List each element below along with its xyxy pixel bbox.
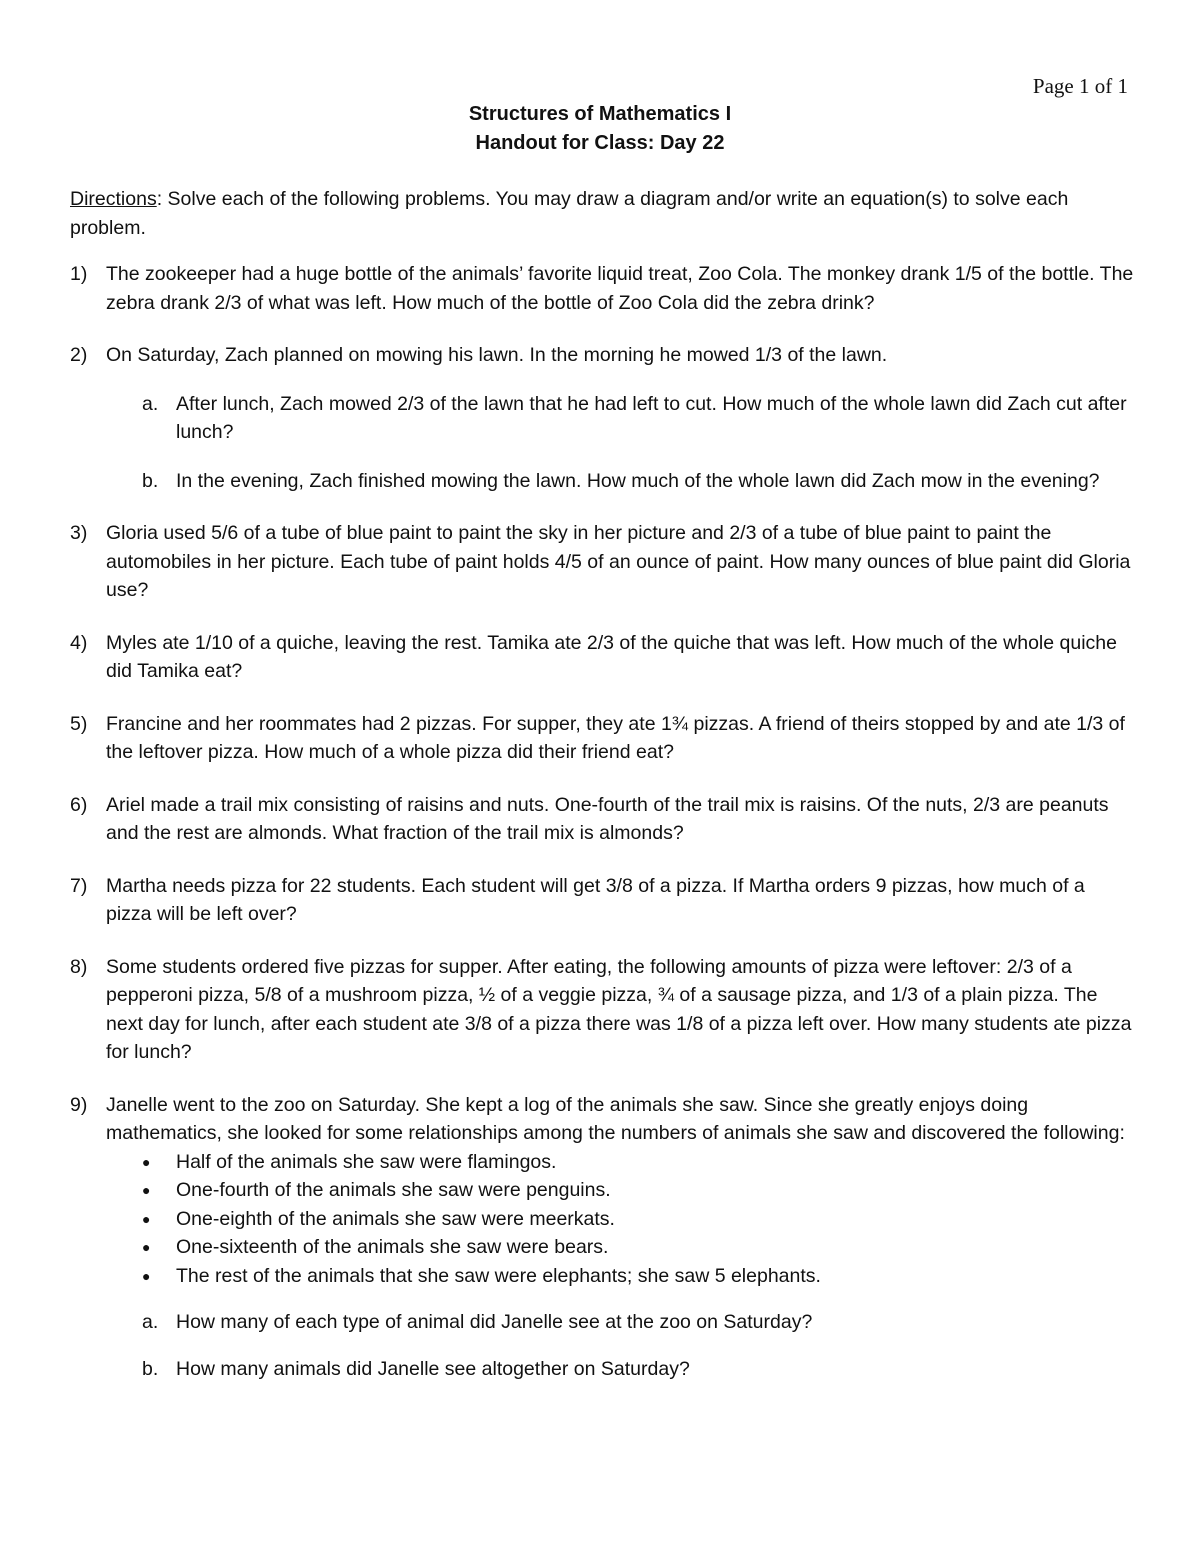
problem-text: The zookeeper had a huge bottle of the animals’ favorite liquid treat, Zoo Cola. The monkey drank 1/5 of the bottle. The zebra drank 2/3 of what was left. How much of the bottle of Zoo Cola did the zebra drink? (106, 263, 1134, 314)
bullet-icon: ● (142, 1182, 151, 1198)
subproblem-label: a. (142, 1311, 159, 1333)
problem-text: Francine and her roommates had 2 pizzas. For supper, they ate 1¾ pizzas. A friend of theirs stopped by and ate 1/3 of the leftover pizza. How much of a whole pizza did their friend eat? (106, 712, 1125, 763)
subproblem-text: How many of each type of animal did Janelle see at the zoo on Saturday? (176, 1311, 813, 1333)
problem-number: 8) (70, 955, 88, 978)
subproblem-text: How many animals did Janelle see altogether on Saturday? (176, 1357, 690, 1380)
list-item-text: One-sixteenth of the animals she saw were bears. (176, 1236, 609, 1258)
problem-8 (70, 953, 1135, 1067)
problem-number: 3) (70, 522, 88, 544)
list-item-text: Half of the animals she saw were flamingos. (176, 1150, 557, 1173)
document-heading (0, 100, 1200, 158)
subproblem-2a (70, 390, 1135, 447)
problem-text: On Saturday, Zach planned on mowing his lawn. In the morning he mowed 1/3 of the lawn. (106, 344, 888, 366)
problem-number: 5) (70, 712, 88, 735)
page-number: Page 1 of 1 (1032, 74, 1128, 98)
list-item (106, 1148, 1135, 1177)
bullet-list (106, 1148, 1135, 1291)
problem-2 (70, 341, 1135, 495)
list-item (106, 1233, 1135, 1262)
problem-number: 2) (70, 344, 88, 366)
problem-number: 7) (70, 874, 88, 897)
list-item-text: One-fourth of the animals she saw were penguins. (176, 1179, 611, 1201)
problem-9 (70, 1091, 1135, 1384)
problem-number: 4) (70, 631, 88, 654)
list-item (106, 1176, 1135, 1205)
problem-text: Janelle went to the zoo on Saturday. She kept a log of the animals she saw. Since she greatly enjoys doing mathematics, she looked for some relationships among the numbers of animals she saw and discovered the following: (106, 1093, 1125, 1144)
problem-4 (70, 629, 1135, 686)
subproblem-9a (70, 1308, 1135, 1337)
subproblem-text: In the evening, Zach finished mowing the lawn. How much of the whole lawn did Zach mow in the evening? (176, 469, 1100, 492)
problem-text: Gloria used 5/6 of a tube of blue paint to paint the sky in her picture and 2/3 of a tube of blue paint to paint the automobiles in her picture. Each tube of paint holds 4/5 of an ounce of paint. How many ounces of blue paint did Gloria use? (106, 522, 1131, 601)
directions-text: : Solve each of the following problems. You may draw a diagram and/or write an equation(s) to solve each problem. (70, 188, 1069, 239)
list-item-text: The rest of the animals that she saw were elephants; she saw 5 elephants. (176, 1264, 821, 1287)
subproblem-text: After lunch, Zach mowed 2/3 of the lawn that he had left to cut. How much of the whole lawn did Zach cut after lunch? (176, 392, 1127, 443)
subproblem-label: b. (142, 1357, 159, 1380)
document-body (70, 185, 1135, 1407)
problem-number: 6) (70, 793, 88, 816)
document-subtitle: Handout for Class: Day 22 (475, 132, 725, 154)
list-item (106, 1205, 1135, 1234)
directions (70, 185, 1135, 242)
list-item-text: One-eighth of the animals she saw were meerkats. (176, 1207, 615, 1230)
problem-number: 1) (70, 263, 88, 285)
problem-text: Some students ordered five pizzas for supper. After eating, the following amounts of pizza were leftover: 2/3 of a pepperoni pizza, 5/8 of a mushroom pizza, ½ of a veggie pizza, ¾ of a sausage pizza, and 1/3 of a plain pizza. The next day for lunch, after each student ate 3/8 of a pizza there was 1/8 of a pizza left over. How many students ate pizza for lunch? (106, 955, 1132, 1063)
problem-text: Ariel made a trail mix consisting of raisins and nuts. One-fourth of the trail mix is raisins. Of the nuts, 2/3 are peanuts and the rest are almonds. What fraction of the trail mix is almonds? (106, 793, 1109, 844)
bullet-icon: ● (142, 1239, 151, 1255)
directions-label: Directions (70, 188, 157, 210)
problem-5 (70, 710, 1135, 767)
problem-text: Martha needs pizza for 22 students. Each student will get 3/8 of a pizza. If Martha orders 9 pizzas, how much of a pizza will be left over? (106, 874, 1085, 925)
subproblem-9b (70, 1355, 1135, 1384)
subproblem-label: a. (142, 392, 159, 415)
subproblem-label: b. (142, 469, 159, 492)
problem-number: 9) (70, 1093, 88, 1116)
subproblem-2b (70, 467, 1135, 496)
document-title: Structures of Mathematics I (468, 103, 732, 125)
problem-6 (70, 791, 1135, 848)
problem-3 (70, 519, 1135, 605)
problem-1 (70, 260, 1135, 317)
bullet-icon: ● (142, 1210, 151, 1227)
problem-7 (70, 872, 1135, 929)
bullet-icon: ● (142, 1267, 151, 1284)
list-item (106, 1262, 1135, 1291)
problem-text: Myles ate 1/10 of a quiche, leaving the rest. Tamika ate 2/3 of the quiche that was left. How much of the whole quiche did Tamika eat? (106, 631, 1117, 682)
bullet-icon: ● (142, 1153, 151, 1170)
